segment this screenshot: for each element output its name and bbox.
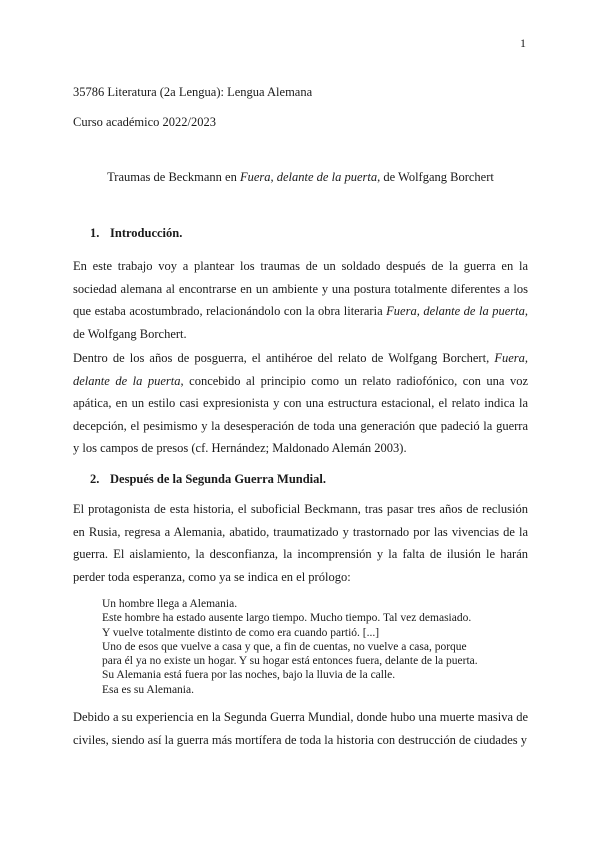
section-heading-2 — [90, 472, 326, 487]
quote-line: para él ya no existe un hogar. Y su hogar está entonces fuera, delante de la puerta. — [102, 655, 478, 668]
page-number: 1 — [520, 36, 526, 50]
section-title: Después de la Segunda Guerra Mundial. — [110, 472, 327, 486]
paragraph-3: El protagonista de esta historia, el suboficial Beckmann, tras pasar tres años de reclusión en Rusia, regresa a Alemania, abatido, traumatizado y trastornado por las vivencias de la guerra. El aislamiento, la desconfianza, la incomprensión y la falta de ilusión le harán perder toda esperanza, como ya se indica en el prólogo: — [73, 502, 528, 584]
paragraph-1 — [73, 255, 528, 345]
course-line: 35786 Literatura (2a Lengua): Lengua Alemana — [73, 85, 313, 99]
title-text-before: Traumas de Beckmann en — [107, 170, 240, 184]
paragraph-text: En este trabajo voy a plantear los traumas de un soldado después de la guerra en la sociedad alemana al encontrarse en un ambiente y una postura totalmente diferentes a los que estaba acostumbrado, relacionándolo con la obra literaria — [73, 259, 528, 318]
section-number: 2. — [90, 472, 100, 486]
paragraph-text: Dentro de los años de posguerra, el antihéroe del relato de Wolfgang Borchert, — [73, 351, 495, 365]
paragraph-4: Debido a su experiencia en la Segunda Guerra Mundial, donde hubo una muerte masiva de civiles, siendo así la guerra más mortífera de toda la historia con destrucción de ciudades y — [73, 710, 528, 747]
work-title-italic: Fuera, delante de la puerta — [386, 304, 525, 318]
quote-line: Un hombre llega a Alemania. — [102, 598, 238, 610]
section-heading-1 — [90, 226, 182, 241]
quote-line: Su Alemania está fuera por las noches, bajo la lluvia de la calle. — [102, 669, 396, 682]
document-title — [73, 170, 528, 185]
paragraph-text: , de Wolfgang Borchert. — [73, 304, 529, 341]
block-quote — [102, 597, 522, 697]
paragraph-2 — [73, 347, 528, 460]
title-text-after: , de Wolfgang Borchert — [377, 170, 494, 184]
quote-line: Esa es su Alemania. — [102, 683, 194, 696]
quote-line: Uno de esos que vuelve a casa y que, a fin de cuentas, no vuelve a casa, porque — [102, 640, 467, 653]
quote-line: Y vuelve totalmente distinto de como era cuando partió. [...] — [102, 626, 380, 639]
section-title: Introducción. — [110, 226, 183, 240]
title-work-italic: Fuera, delante de la puerta — [239, 170, 378, 184]
academic-year: Curso académico 2022/2023 — [73, 115, 217, 129]
paragraph-text: , concebido al principio como un relato radiofónico, con una voz apática, en un estilo casi expresionista y con una estructura estacional, el relato indica la decepción, el pesimismo y la desesperación de toda una generación que padeció la guerra y los campos de presos (cf. Hernández; Maldonado Alemán 2003). — [73, 373, 528, 455]
work-title-italic: Fuera, delante de la puerta — [73, 351, 528, 388]
section-number: 1. — [90, 226, 100, 240]
quote-line: Este hombre ha estado ausente largo tiempo. Mucho tiempo. Tal vez demasiado. — [102, 612, 472, 625]
